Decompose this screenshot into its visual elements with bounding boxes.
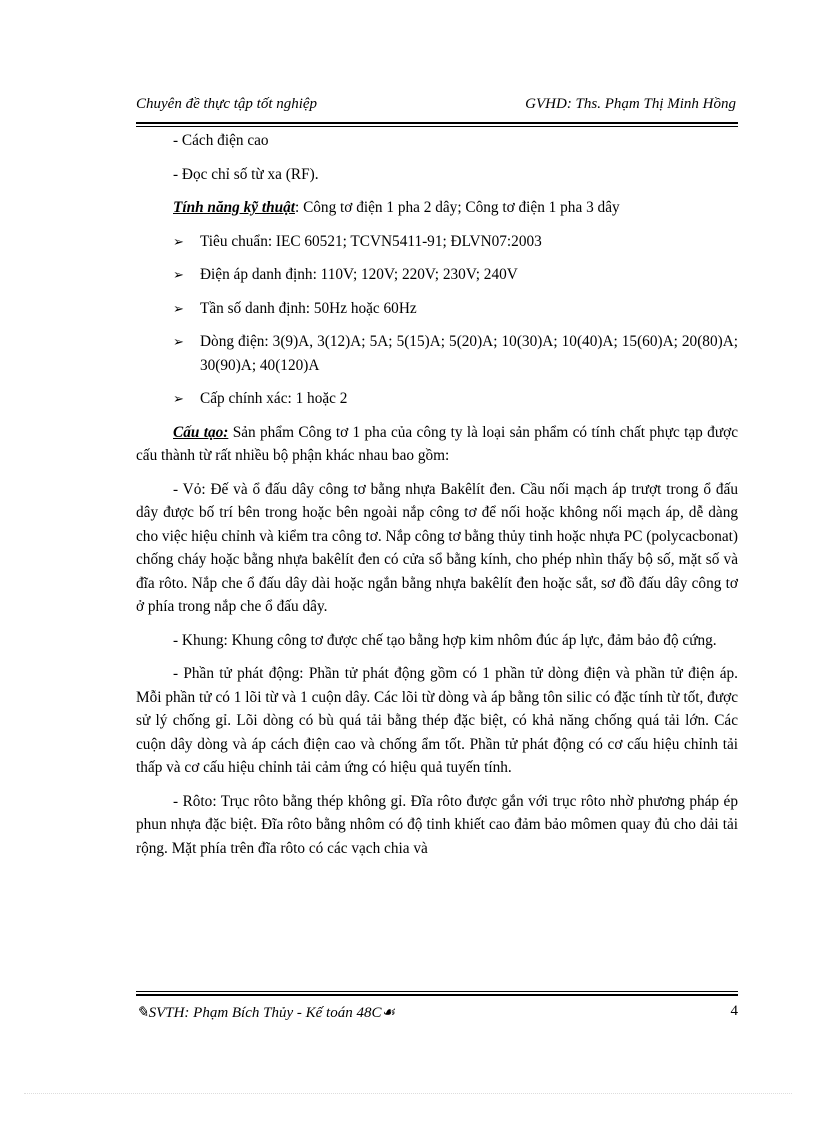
- arrow-bullet-icon: ➢: [173, 334, 184, 349]
- footer-rule: [136, 991, 738, 996]
- arrow-bullet-icon: ➢: [173, 267, 184, 282]
- header-rule: [136, 122, 738, 127]
- spec-bullet: [136, 330, 738, 377]
- structure-heading: Cấu tạo:: [173, 423, 229, 441]
- arrow-bullet-icon: ➢: [173, 391, 184, 406]
- spec-bullet-text: Dòng điện: 3(9)A, 3(12)A; 5A; 5(15)A; 5(20)A; 10(30)A; 10(40)A; 15(60)A; 20(80)A; 30(90)A; 40(120)A: [200, 333, 738, 374]
- structure-text: Sản phẩm Công tơ 1 pha của công ty là loại sản phẩm có tính chất phực tạp được cấu thành từ rất nhiều bộ phận khác nhau bao gồm:: [136, 423, 738, 464]
- page-header: [136, 96, 736, 120]
- intro-line: - Cách điện cao: [173, 132, 269, 149]
- header-title: Chuyên đề thực tập tốt nghiệp: [136, 96, 318, 112]
- body-paragraph-rotor: - Rôto: Trục rôto bằng thép không gỉ. Đĩa rôto được gắn với trục rôto nhờ phương pháp ép phun nhựa đặc biệt. Đĩa rôto bằng nhôm có độ tinh khiết cao đảm bảo mômen quay đủ cho dải tải rộng. Mặt phía trên đĩa rôto có các vạch chia và: [136, 792, 738, 857]
- spec-bullet: [136, 230, 738, 254]
- page-break-divider: [24, 1093, 792, 1094]
- spec-bullet: [136, 297, 738, 321]
- tech-specs-paragraph: [136, 196, 738, 220]
- body-paragraph-drive-element: - Phần tử phát động: Phần tử phát động gồm có 1 phần tử dòng điện và phần tử điện áp. Mỗi phần tử có 1 lõi từ và 1 cuộn dây. Các lõi từ dòng và áp bằng tôn silic có đặc tính từ tốt, được sử lý chống gỉ. Lõi dòng có bù quá tải bằng thép đặc biệt, có khả năng chống quá tải lớn. Các cuộn dây dòng và áp cách điện cao và chống ẩm tốt. Phần tử phát động có cơ cấu hiệu chỉnh tải thấp và cơ cấu hiệu chỉnh tải cảm ứng có hiệu quả tuyến tính.: [136, 665, 738, 776]
- footer-author: ✎SVTH: Phạm Bích Thủy - Kế toán 48C☙: [136, 1005, 395, 1021]
- intro-line: - Đọc chỉ số từ xa (RF).: [173, 165, 319, 183]
- spec-bullet-text: Cấp chính xác: 1 hoặc 2: [200, 390, 348, 407]
- arrow-bullet-icon: ➢: [173, 300, 184, 316]
- tech-specs-text: : Công tơ điện 1 pha 2 dây; Công tơ điện 1 pha 3 dây: [295, 199, 620, 216]
- spec-bullet: [136, 387, 738, 411]
- arrow-bullet-icon: ➢: [173, 233, 184, 249]
- document-body: [136, 129, 738, 870]
- spec-bullet-text: Điện áp danh định: 110V; 120V; 220V; 230V; 240V: [200, 266, 518, 283]
- body-paragraph-case: - Vỏ: Đế và ổ đấu dây công tơ bằng nhựa Bakêlít đen. Cầu nối mạch áp trượt trong ổ đấu dây được bố trí bên trong hoặc bên ngoài nắp công tơ để nối hoặc không nối mạch áp, dễ dàng cho việc hiệu chỉnh và kiểm tra công tơ. Nắp công tơ bằng thủy tinh hoặc nhựa PC (polycacbonat) chống cháy hoặc bằng nhựa bakêlít đen có cửa sổ bằng kính, cho phép nhìn thấy bộ số, mặt số và đĩa rôto. Nắp che ổ đấu dây dài hoặc ngắn bằng nhựa bakêlít đen hoặc sắt, sơ đồ đấu dây công tơ ở phía trong nắp che ổ đấu dây.: [136, 480, 738, 615]
- page-number: 4: [730, 1003, 738, 1019]
- tech-specs-heading: Tính năng kỹ thuật: [173, 199, 295, 216]
- spec-bullet-text: Tần số danh định: 50Hz hoặc 60Hz: [200, 299, 417, 317]
- header-supervisor: GVHD: Ths. Phạm Thị Minh Hồng: [525, 96, 736, 112]
- body-paragraph-frame: - Khung: Khung công tơ được chế tạo bằng hợp kim nhôm đúc áp lực, đảm bảo độ cứng.: [173, 631, 717, 649]
- spec-bullet: [136, 263, 738, 287]
- structure-paragraph: [136, 421, 738, 468]
- spec-bullet-text: Tiêu chuẩn: IEC 60521; TCVN5411-91; ĐLVN07:2003: [200, 232, 542, 250]
